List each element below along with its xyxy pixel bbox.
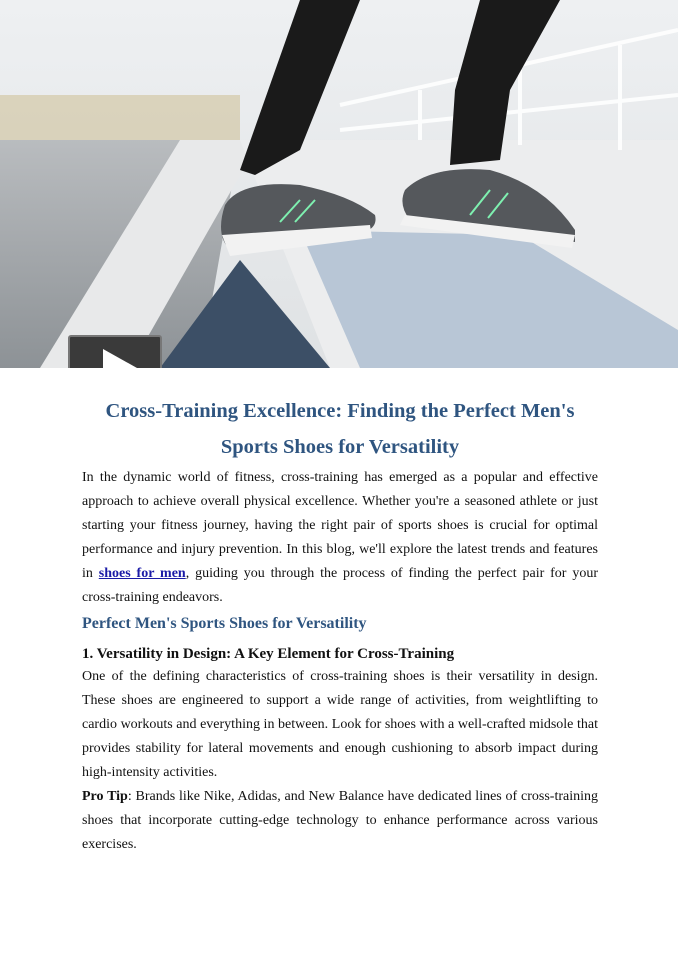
pro-tip-text: : Brands like Nike, Adidas, and New Balance have dedicated lines of cross-training shoes that incorporate cutting-edge technology to enhance performance across various exercises.	[82, 789, 598, 852]
intro-text-end: , guiding you through the process of finding the perfect pair for your cross-training endeavors.	[82, 566, 599, 605]
pro-tip-paragraph	[82, 785, 598, 857]
pro-tip-label: Pro Tip	[82, 789, 128, 804]
runner-shoes-photo	[0, 0, 678, 368]
subsection-heading: 1. Versatility in Design: A Key Element for Cross-Training	[82, 646, 455, 662]
section-heading: Perfect Men's Sports Shoes for Versatility	[82, 615, 367, 632]
play-video-button[interactable]	[68, 335, 162, 368]
intro-paragraph	[82, 466, 598, 610]
subsection-paragraph: One of the defining characteristics of cross-training shoes is their versatility in design. These shoes are engineered to support a wide range of activities, from weightlifting to cardio workouts and everything in between. Look for shoes with a well-crafted midsole that provides stability for lateral movements and enough cushioning to absorb impact during high-intensity activities.	[82, 669, 598, 780]
article-title-line-2: Sports Shoes for Versatility	[220, 436, 460, 458]
article-title-line-1: Cross-Training Excellence: Finding the Perfect Men's	[105, 400, 575, 422]
shoes-for-men-link[interactable]: shoes for men	[98, 566, 186, 581]
intro-text: In the dynamic world of fitness, cross-training has emerged as a popular and effective approach to achieve overall physical excellence. Whether you're a seasoned athlete or just starting your fitness journey, having the right pair of sports shoes is crucial for optimal performance and injury prevention. In this blog, we'll explore the latest trends and features in	[82, 470, 598, 581]
hero-image	[0, 0, 678, 368]
play-icon	[103, 349, 137, 368]
